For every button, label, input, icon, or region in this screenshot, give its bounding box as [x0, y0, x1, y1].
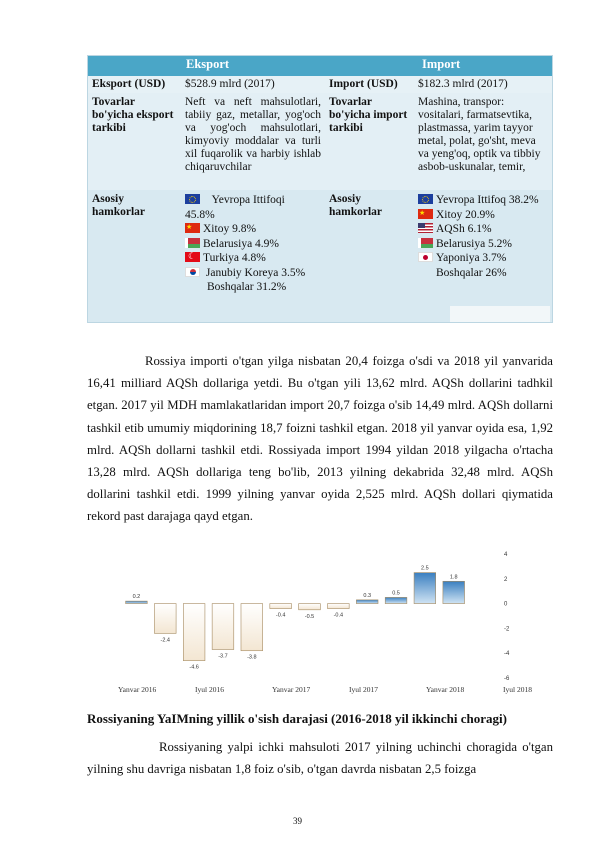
eu-flag-icon: [185, 194, 200, 204]
partner-turkey: ☾Turkiya 4.8%: [185, 251, 325, 266]
data-label: 0.5: [392, 590, 400, 597]
partner-korea: Janubiy Koreya 3.5%: [185, 266, 325, 281]
partner-others: Boshqalar 31.2%: [207, 281, 287, 293]
y-tick-label: -6: [504, 676, 510, 682]
belarus-flag-icon: [185, 238, 200, 248]
turkey-flag-icon: [185, 252, 200, 262]
china-flag-icon: [185, 223, 200, 233]
partner-eu: Yevropa Ittifoqi: [185, 193, 325, 208]
import-usd-label: Import (USD): [329, 78, 398, 90]
export-partners-list: [185, 193, 325, 295]
import-partner-china: ★Xitoy 20.9%: [418, 208, 553, 223]
data-label: -2.4: [160, 637, 171, 644]
import-partner-usa: AQSh 6.1%: [418, 222, 553, 237]
import-goods-value: Mashina, transpor: vositalari, farmatsevtika, plastmassa, yarim tayyor metal, polat, go'sht, meva va yeng'oq, optik va tibbiy asbob-uskunalar, temir,: [418, 96, 541, 173]
data-label: 2.5: [421, 565, 429, 572]
chart-bar: [183, 604, 205, 661]
chart-bar: [212, 604, 234, 650]
partner-china: ★Xitoy 9.8%: [185, 222, 325, 237]
data-label: 1.8: [449, 574, 458, 581]
chart-caption: Rossiyaning YaIMning yillik o'sish darajasi (2016-2018 yil ikkinchi choragi): [87, 711, 507, 726]
data-label: -0.5: [304, 613, 315, 620]
page-number: 39: [293, 816, 302, 826]
import-usd-value: $182.3 mlrd (2017): [418, 78, 508, 90]
data-label: -4.6: [189, 664, 199, 671]
japan-flag-icon: [418, 252, 433, 262]
export-goods-value: Neft va neft mahsulotlari, tabiiy gaz, metallar, yog'och va yog'och mahsulotlari, kimyoviy moddalar va turli xil fuqarolik va harbiy ishlab chiqaruvchilar: [185, 96, 321, 173]
import-partners-list: [418, 193, 553, 280]
chart-bar: [154, 604, 176, 634]
data-label: 0.2: [132, 594, 141, 601]
import-partner-eu: Yevropa Ittifoq 38.2%: [418, 193, 553, 208]
x-tick-label: Iyul 2018: [503, 685, 532, 694]
export-header: Eksport: [186, 57, 230, 71]
gdp-growth-chart: [112, 548, 532, 698]
trade-table: [87, 55, 553, 323]
chart-bar: [328, 604, 350, 609]
chart-bar: [270, 604, 292, 609]
y-tick-label: 2: [504, 576, 508, 583]
export-usd-value: $528.9 mlrd (2017): [185, 78, 275, 90]
partner-eu-share: 45.8%: [185, 208, 215, 221]
import-partners-label: Asosiy hamkorlar: [329, 193, 383, 218]
chart-bar: [356, 600, 378, 604]
chart-bar: [126, 601, 148, 603]
x-tick-label: Yanvar 2018: [426, 685, 465, 694]
belarus-flag-icon: [418, 238, 433, 248]
y-tick-label: 0: [504, 601, 508, 608]
chart-bar: [385, 597, 407, 603]
eu-flag-icon: [418, 194, 433, 204]
x-tick-label: Yanvar 2017: [272, 685, 311, 694]
data-label: -0.4: [333, 612, 344, 619]
x-tick-label: Iyul 2017: [349, 685, 378, 694]
partner-belarus: Belarusiya 4.9%: [185, 237, 325, 252]
chart-bar: [443, 581, 465, 603]
import-partner-japan: Yaponiya 3.7%: [418, 251, 553, 266]
import-header: Import: [422, 57, 461, 71]
chart-bar: [241, 604, 263, 651]
x-tick-label: Yanvar 2016: [118, 685, 157, 694]
data-label: -3.8: [247, 654, 257, 661]
table-footer-patch: [450, 306, 550, 322]
export-usd-label: Eksport (USD): [92, 78, 166, 90]
data-label: -3.7: [218, 653, 228, 660]
china-flag-icon: [418, 209, 433, 219]
paragraph-imports: Rossiya importi o'tgan yilga nisbatan 20,4 foizga o'sdi va 2018 yil yanvarida 16,41 milliard AQSh dollariga yetdi. Bu o'tgan yili 13,62 mlrd. AQSh dollarini tadhkil etgan. 2017 yil MDH mamlakatlaridan import 20,7 foizga o'sib 14,49 mlrd. AQSh dollarni tashkil etib umumiy miqdorining 18,7 foizni tashkil etgan. 2018 yil yanvar oyida esa, 1,92 mlrd. AQSh dollarni tashkil etdi. Rossiyada import 1994 yildan 2018 yilgacha o'rtacha 13,28 mlrd. AQSh dollariga teng bo'lib, 2013 yilning dekabrida 32,48 mlrd. AQSh dollarini tashkil etdi. 1999 yilning yanvar oyida 2,525 mlrd. AQSh dollari qiymatida rekord past darajaga qayd etgan.: [87, 354, 553, 524]
chart-bar: [299, 604, 321, 610]
export-partners-label: Asosiy hamkorlar: [92, 193, 146, 218]
korea-flag-icon: [185, 267, 200, 277]
usa-flag-icon: [418, 223, 433, 233]
x-tick-label: Iyul 2016: [195, 685, 224, 694]
import-partner-others: Boshqalar 26%: [436, 266, 507, 279]
chart-bar: [414, 573, 436, 604]
data-label: -0.4: [275, 612, 286, 619]
y-tick-label: -2: [504, 626, 510, 633]
table-header-row: [88, 56, 552, 76]
y-tick-label: -4: [504, 651, 510, 658]
paragraph-gdp: Rossiyaning yalpi ichki mahsuloti 2017 yilning uchinchi choragida o'tgan yilning shu davriga nisbatan 1,8 foiz o'sib, o'tgan davrda nisbatan 2,5 foizga: [87, 740, 553, 777]
export-goods-label: Tovarlar bo'yicha eksport tarkibi: [92, 96, 174, 134]
import-goods-label: Tovarlar bo'yicha import tarkibi: [329, 96, 408, 134]
import-partner-belarus: Belarusiya 5.2%: [418, 237, 553, 252]
y-tick-label: 4: [504, 552, 508, 558]
data-label: 0.3: [363, 592, 372, 599]
